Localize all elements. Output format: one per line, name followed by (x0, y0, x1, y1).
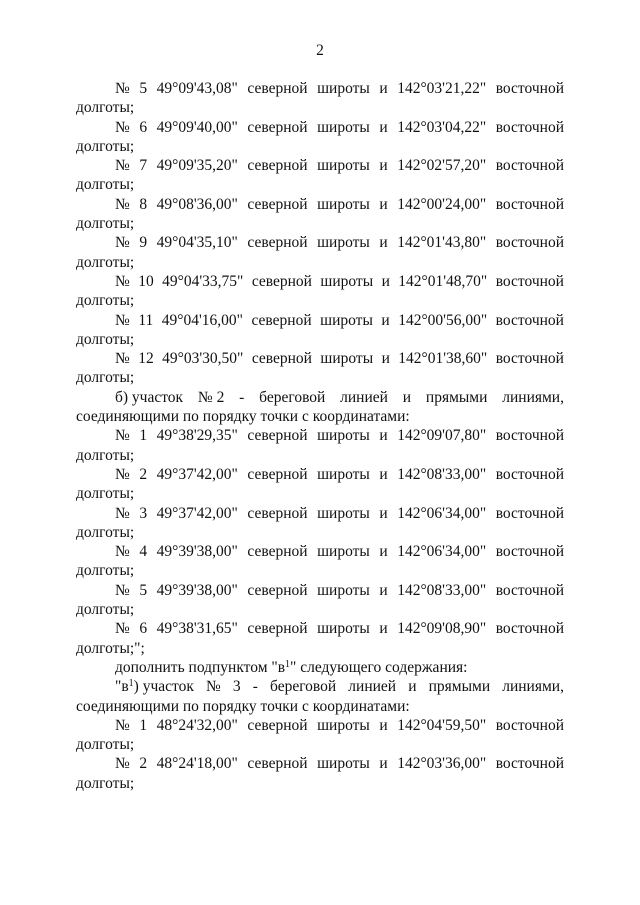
north-word: северной (247, 427, 308, 445)
longitude: 142°03'21,22" (397, 80, 487, 97)
coordinate-line (76, 754, 564, 773)
latitude-word: широты (317, 755, 370, 773)
coordinate-line-end: долготы; (76, 601, 135, 619)
latitude-word: широты (317, 234, 370, 252)
latitude-word: широты (317, 427, 370, 445)
point-number: 9 (139, 234, 148, 252)
coordinate-line (76, 272, 564, 291)
latitude: 49°04'16,00" (161, 311, 243, 329)
and-word: и (379, 620, 388, 638)
latitude-word: широты (317, 620, 370, 638)
no-sign: № (115, 427, 130, 445)
latitude-word: широты (317, 80, 370, 97)
and-word: и (381, 272, 390, 290)
north-word: северной (251, 311, 312, 329)
coordinate-line (76, 619, 564, 638)
heading-word: № 2 (197, 388, 225, 406)
latitude-word: широты (317, 157, 370, 175)
and-word: и (379, 195, 388, 213)
no-sign: № (115, 620, 130, 638)
and-word: и (379, 755, 388, 773)
north-word: северной (247, 465, 308, 483)
east-word: восточной (495, 272, 564, 290)
latitude: 49°38'31,65" (156, 620, 238, 638)
section-b-continuation: соединяющими по порядку точки с координатами: (76, 408, 410, 426)
longitude: 142°09'07,80" (397, 427, 487, 445)
point-number: 7 (139, 157, 148, 175)
heading-word: № (205, 678, 221, 696)
coordinate-line (76, 195, 564, 214)
coordinate-line-end: долготы; (76, 137, 135, 155)
supplement-line (76, 658, 564, 677)
and-word: и (381, 311, 390, 329)
heading-word: береговой (259, 388, 326, 406)
no-sign: № (115, 581, 130, 599)
point-number: 4 (139, 543, 148, 561)
latitude: 49°08'36,00" (156, 195, 238, 213)
latitude: 49°04'33,75" (162, 272, 244, 290)
coordinate-line (76, 349, 564, 368)
north-word: северной (247, 80, 308, 97)
no-sign: № (115, 543, 130, 561)
point-number: 6 (139, 620, 148, 638)
east-word: восточной (495, 716, 564, 734)
point-number: 1 (139, 716, 148, 734)
north-word: северной (247, 543, 308, 561)
longitude: 142°03'04,22" (397, 118, 487, 136)
north-word: северной (247, 234, 308, 252)
coordinate-line (76, 233, 564, 252)
north-word: северной (247, 755, 308, 773)
latitude: 49°09'43,08" (156, 80, 238, 97)
and-word: и (379, 118, 388, 136)
coordinate-line (76, 465, 564, 484)
point-number: 5 (139, 581, 148, 599)
latitude: 49°39'38,00" (156, 581, 238, 599)
heading-word: линией (340, 388, 388, 406)
latitude-word: широты (317, 581, 370, 599)
heading-word: линией (348, 678, 397, 696)
no-sign: № (115, 272, 130, 290)
no-sign: № (115, 350, 130, 368)
east-word: восточной (495, 234, 564, 252)
latitude: 49°37'42,00" (156, 504, 238, 522)
heading-word: - (239, 388, 245, 406)
latitude: 49°03'30,50" (162, 350, 244, 368)
and-word: и (381, 350, 390, 368)
no-sign: № (115, 157, 130, 175)
coordinate-line-end: долготы; (76, 292, 135, 310)
latitude-word: широты (317, 118, 370, 136)
east-word: восточной (495, 427, 564, 445)
longitude: 142°09'08,90" (397, 620, 487, 638)
east-word: восточной (495, 620, 564, 638)
and-word: и (379, 234, 388, 252)
section-b-heading (76, 388, 564, 407)
coordinate-line-end: долготы; (76, 330, 135, 348)
supplement-text-after: " следующего содержания: (290, 658, 468, 676)
point-number: 1 (139, 427, 148, 445)
latitude: 48°24'18,00" (156, 755, 238, 773)
point-number: 5 (139, 80, 148, 97)
latitude: 48°24'32,00" (156, 716, 238, 734)
latitude: 49°09'40,00" (156, 118, 238, 136)
east-word: восточной (495, 157, 564, 175)
heading-word: и (408, 678, 417, 696)
east-word: восточной (495, 80, 564, 97)
east-word: восточной (495, 350, 564, 368)
and-word: и (379, 427, 388, 445)
section-c-continuation: соединяющими по порядку точки с координатами: (76, 697, 410, 715)
latitude-word: широты (320, 350, 374, 368)
supplement-superscript: 1 (285, 658, 291, 670)
coordinate-line (76, 118, 564, 137)
no-sign: № (115, 465, 130, 483)
heading-word: линиями, (502, 388, 564, 406)
north-word: северной (247, 118, 308, 136)
longitude: 142°08'33,00" (397, 581, 487, 599)
point-number: 10 (138, 272, 154, 290)
coordinate-line-end: долготы; (76, 369, 135, 387)
coordinate-line (76, 504, 564, 523)
coordinate-line (76, 156, 564, 175)
north-word: северной (247, 195, 308, 213)
east-word: восточной (495, 755, 564, 773)
coordinate-line-end: долготы; (76, 562, 135, 580)
coordinate-line (76, 311, 564, 330)
east-word: восточной (495, 311, 564, 329)
latitude-word: широты (317, 465, 370, 483)
and-word: и (379, 581, 388, 599)
no-sign: № (115, 716, 130, 734)
coordinate-line (76, 79, 564, 98)
coordinate-line-end: долготы; (76, 523, 135, 541)
longitude: 142°08'33,00" (397, 465, 487, 483)
section-c-heading (76, 677, 564, 696)
east-word: восточной (495, 195, 564, 213)
coordinate-line (76, 581, 564, 600)
longitude: 142°01'38,60" (398, 350, 488, 368)
and-word: и (379, 543, 388, 561)
longitude: 142°00'24,00" (397, 195, 487, 213)
latitude-word: широты (317, 543, 370, 561)
no-sign: № (115, 234, 130, 252)
longitude: 142°03'36,00" (397, 755, 487, 773)
point-number: 12 (138, 350, 154, 368)
document-body (76, 79, 564, 793)
point-number: 8 (139, 195, 148, 213)
north-word: северной (251, 272, 312, 290)
latitude: 49°39'38,00" (156, 543, 238, 561)
heading-word: прямыми (425, 388, 488, 406)
and-word: и (379, 504, 388, 522)
coordinate-line (76, 542, 564, 561)
and-word: и (379, 465, 388, 483)
point-number: 3 (139, 504, 148, 522)
coordinate-line-end: долготы; (76, 215, 135, 233)
coordinate-line (76, 716, 564, 735)
latitude: 49°38'29,35" (156, 427, 238, 445)
longitude: 142°04'59,50" (397, 716, 487, 734)
latitude-word: широты (317, 504, 370, 522)
heading-word: линиями, (502, 678, 564, 696)
longitude: 142°06'34,00" (397, 504, 487, 522)
longitude: 142°01'48,70" (398, 272, 488, 290)
coordinate-line-end: долготы; (76, 99, 135, 117)
latitude-word: широты (317, 716, 370, 734)
page-number: 2 (316, 42, 324, 59)
longitude: 142°02'57,20" (397, 157, 487, 175)
supplement-text-before: дополнить подпунктом "в (115, 658, 286, 676)
and-word: и (379, 157, 388, 175)
north-word: северной (247, 716, 308, 734)
heading-word (115, 677, 194, 696)
coordinate-line-end: долготы; (76, 446, 135, 464)
no-sign: № (115, 504, 130, 522)
north-word: северной (247, 581, 308, 599)
heading-superscript: 1 (128, 678, 134, 690)
heading-word: прямыми (428, 678, 491, 696)
no-sign: № (115, 118, 130, 136)
point-number: 2 (139, 755, 148, 773)
heading-word: - (252, 678, 258, 696)
north-word: северной (247, 504, 308, 522)
north-word: северной (251, 350, 312, 368)
point-number: 11 (138, 311, 154, 329)
point-number: 6 (139, 118, 148, 136)
longitude: 142°06'34,00" (397, 543, 487, 561)
latitude-word: широты (320, 311, 373, 329)
latitude: 49°37'42,00" (156, 465, 238, 483)
heading-prefix: "в (115, 678, 129, 696)
heading-word: 3 (232, 678, 241, 696)
north-word: северной (247, 620, 308, 638)
east-word: восточной (495, 465, 564, 483)
latitude-word: широты (320, 272, 374, 290)
and-word: и (379, 80, 388, 97)
heading-word: береговой (270, 678, 337, 696)
point-number: 2 (139, 465, 148, 483)
no-sign: № (115, 80, 130, 97)
longitude: 142°01'43,80" (397, 234, 487, 252)
coordinate-line (76, 426, 564, 445)
coordinate-line-end: долготы; (76, 253, 135, 271)
coordinate-line-end: долготы; (76, 485, 135, 503)
coordinate-line-end: долготы; (76, 736, 135, 754)
east-word: восточной (495, 504, 564, 522)
no-sign: № (115, 755, 130, 773)
east-word: восточной (495, 118, 564, 136)
no-sign: № (115, 311, 130, 329)
no-sign: № (115, 195, 130, 213)
coordinate-line-end: долготы; (76, 774, 135, 792)
latitude: 49°04'35,10" (156, 234, 238, 252)
heading-word: и (402, 388, 412, 406)
east-word: восточной (495, 543, 564, 561)
longitude: 142°00'56,00" (398, 311, 488, 329)
coordinate-line-end: долготы; (76, 176, 135, 194)
east-word: восточной (495, 581, 564, 599)
latitude-word: широты (317, 195, 370, 213)
north-word: северной (247, 157, 308, 175)
latitude: 49°09'35,20" (156, 157, 238, 175)
and-word: и (379, 716, 388, 734)
heading-suffix: ) участок (133, 678, 194, 696)
heading-word: б) участок (115, 388, 184, 406)
coordinate-line-end: долготы;"; (76, 639, 145, 657)
